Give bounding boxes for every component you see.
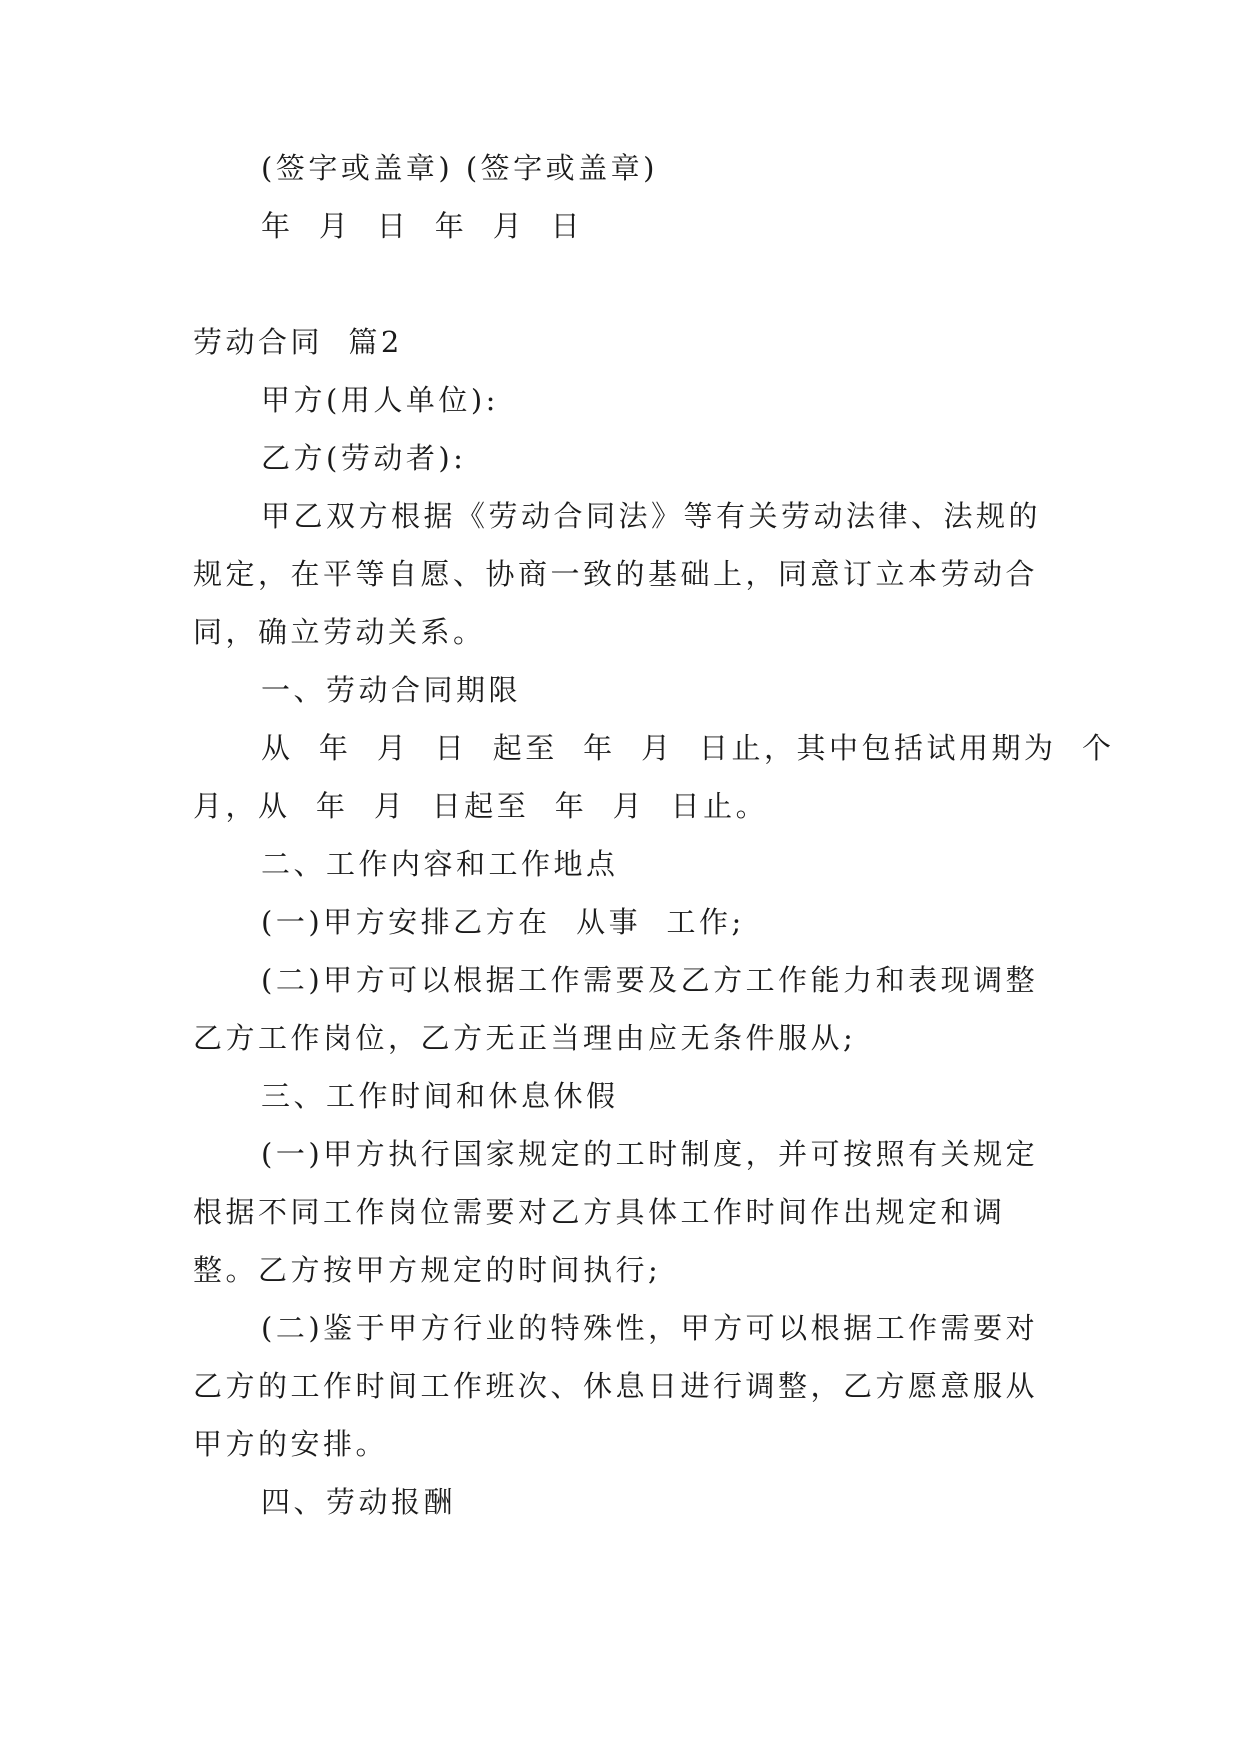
clause-3-item-1-line-1: (一)甲方执行国家规定的工时制度，并可按照有关规定	[261, 1137, 1039, 1171]
party-b-line: 乙方(劳动者):	[261, 441, 467, 475]
clause-3-item-1-line-2: 根据不同工作岗位需要对乙方具体工作时间作出规定和调	[193, 1195, 1006, 1229]
party-a-line: 甲方(用人单位):	[261, 383, 499, 417]
clause-2-item-2-line-2: 乙方工作岗位，乙方无正当理由应无条件服从;	[193, 1021, 857, 1055]
intro-paragraph-line-3: 同，确立劳动关系。	[193, 615, 486, 649]
clause-4-title: 四、劳动报酬	[261, 1485, 457, 1519]
clause-2-item-1: (一)甲方安排乙方在 从事 工作;	[261, 905, 745, 939]
clause-1-text-line-2: 月，从 年 月 日起至 年 月 日止。	[193, 789, 769, 823]
clause-3-item-2-line-3: 甲方的安排。	[193, 1427, 389, 1461]
date-line: 年 月 日 年 月 日	[261, 209, 584, 243]
intro-paragraph-line-2: 规定，在平等自愿、协商一致的基础上，同意订立本劳动合	[193, 557, 1039, 591]
clause-3-title: 三、工作时间和休息休假	[261, 1079, 619, 1113]
clause-2-item-2-line-1: (二)甲方可以根据工作需要及乙方工作能力和表现调整	[261, 963, 1039, 997]
clause-3-item-2-line-1: (二)鉴于甲方行业的特殊性，甲方可以根据工作需要对	[261, 1311, 1039, 1345]
clause-1-title: 一、劳动合同期限	[261, 673, 522, 707]
clause-3-item-2-line-2: 乙方的工作时间工作班次、休息日进行调整，乙方愿意服从	[193, 1369, 1039, 1403]
signature-line: (签字或盖章) (签字或盖章)	[261, 151, 658, 185]
section-title: 劳动合同 篇2	[193, 325, 403, 359]
clause-3-item-1-line-3: 整。乙方按甲方规定的时间执行;	[193, 1253, 662, 1287]
clause-2-title: 二、工作内容和工作地点	[261, 847, 619, 881]
clause-1-text-line-1: 从 年 月 日 起至 年 月 日止，其中包括试用期为 个	[261, 731, 1115, 765]
intro-paragraph-line-1: 甲乙双方根据《劳动合同法》等有关劳动法律、法规的	[261, 499, 1042, 533]
